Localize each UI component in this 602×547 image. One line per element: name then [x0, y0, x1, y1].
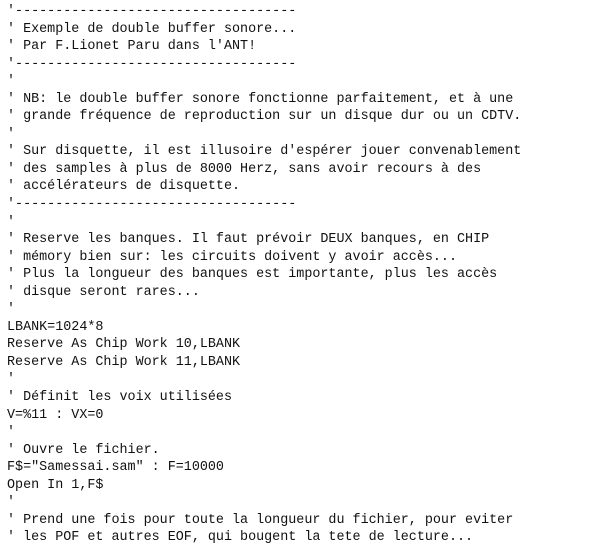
code-line: ' Exemple de double buffer sonore...: [7, 21, 297, 37]
code-line: ': [7, 214, 16, 230]
code-line: ' accélérateurs de disquette.: [7, 179, 241, 195]
code-line: ': [7, 126, 16, 142]
code-line: ' Définit les voix utilisées: [7, 390, 232, 406]
code-line: Open In 1,F$: [7, 477, 104, 493]
code-line: ' grande fréquence de reproduction sur un disque dur ou un CDTV.: [7, 109, 522, 125]
code-line: ' Reserve les banques. Il faut prévoir DEUX banques, en CHIP: [7, 232, 490, 248]
code-line: ': [7, 425, 16, 441]
code-line: Reserve As Chip Work 11,LBANK: [7, 354, 241, 370]
code-line: '-----------------------------------: [7, 197, 297, 213]
code-line: ': [7, 372, 16, 388]
code-line: F$="Samessai.sam" : F=10000: [7, 460, 224, 476]
code-line: V=%11 : VX=0: [7, 407, 104, 423]
code-line: ' Par F.Lionet Paru dans l'ANT!: [7, 39, 257, 55]
code-line: ': [7, 495, 16, 511]
code-listing: [7, 3, 597, 547]
code-line: ' Sur disquette, il est illusoire d'espérer jouer convenablement: [7, 144, 522, 160]
code-line: ' Ouvre le fichier.: [7, 442, 160, 458]
code-line: '-----------------------------------: [7, 4, 297, 19]
code-line: ' des samples à plus de 8000 Herz, sans avoir recours à des: [7, 161, 482, 177]
code-line: ' les POF et autres EOF, qui bougent la tete de lecture...: [7, 530, 474, 546]
code-line: '-----------------------------------: [7, 56, 297, 72]
code-line: ' Plus la longueur des banques est importante, plus les accès: [7, 267, 498, 283]
code-line: Reserve As Chip Work 10,LBANK: [7, 337, 241, 353]
code-line: ': [7, 74, 16, 90]
code-line: ' mémory bien sur: les circuits doivent y avoir accès...: [7, 249, 457, 265]
code-line: ' disque seront rares...: [7, 284, 200, 300]
code-line: ' Prend une fois pour toute la longueur du fichier, pour eviter: [7, 512, 514, 528]
code-line: LBANK=1024*8: [7, 319, 104, 335]
code-line: ': [7, 302, 16, 318]
code-line: ' NB: le double buffer sonore fonctionne parfaitement, et à une: [7, 91, 514, 107]
